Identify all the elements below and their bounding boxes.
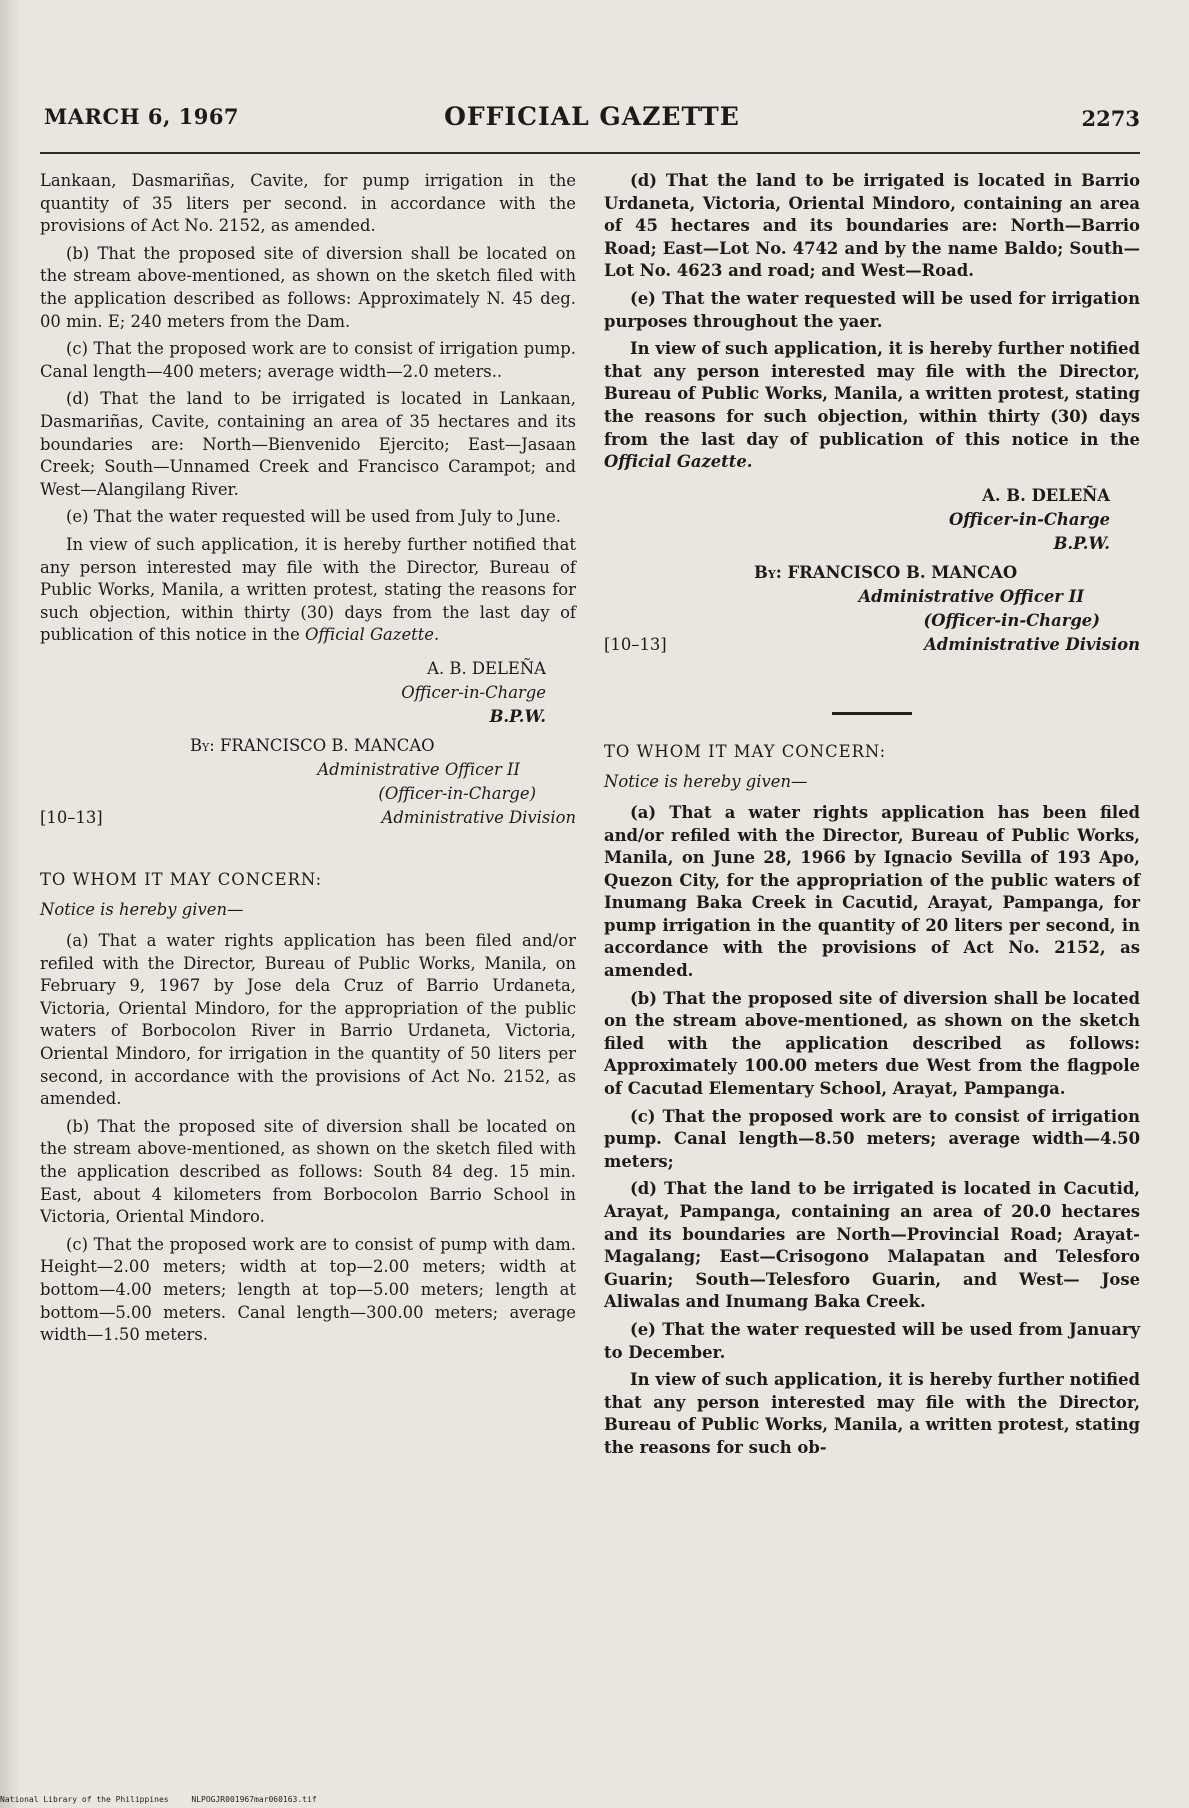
- by-block: [40, 735, 576, 851]
- left-column: [40, 170, 576, 1352]
- by-block: [604, 562, 1140, 678]
- paragraph: (a) That a water rights application has been filed and/or refiled with the Director, Bureau of Public Works, Manila, on June 28, 1966 by Ignacio Sevilla of 193 Apo, Quezon City, for the appropriation of the public waters of Inumang Baka Creek in Cacutid, Arayat, Pampanga, for pump irrigation in the quantity of 20 liters per second, in accordance with the provisions of Act No. 2152, as amended.: [604, 802, 1140, 981]
- paragraph: Lankaan, Dasmariñas, Cavite, for pump irrigation in the quantity of 35 liters per second. in accordance with the provisions of Act No. 2152, as amended.: [40, 171, 576, 236]
- paragraph: (d) That the land to be irrigated is located in Barrio Urdaneta, Victoria, Oriental Mindoro, containing an area of 45 hectares and its boundaries are: North—Barrio Road; East—Lot No. 4742 and by the name Baldo; South—Lot No. 4623 and road; and West—Road.: [604, 171, 1140, 281]
- section-heading: TO WHOM IT MAY CONCERN:: [604, 741, 887, 761]
- paragraph: (b) That the proposed site of diversion shall be located on the stream above-mentioned, as shown on the sketch filed with the application described as follows: South 84 deg. 15 min. East, about 4 kilometers from Borbocolon Barrio School in Victoria, Oriental Mindoro.: [40, 1116, 576, 1227]
- paragraph: (e) That the water requested will be used for irrigation purposes throughout the yaer.: [604, 288, 1140, 331]
- signatory-role: Officer-in-Charge: [949, 509, 1110, 529]
- scan-footer: [0, 1795, 335, 1804]
- page-header: [44, 104, 1140, 144]
- paragraph-text: In view of such application, it is hereby further notified that any person interested may file with the Director, Bureau of Public Works, Manila, a written protest, stating the reasons for such objection, within thirty (30) days from the last day of publication of this notice in the: [40, 534, 576, 645]
- notice-line: Notice is hereby given—: [40, 900, 244, 920]
- paragraph: (b) That the proposed site of diversion shall be located on the stream above-mentioned, as shown on the sketch filed with the application described as follows: Approximately N. 45 deg. 00 min. E; 240 meters from the Dam.: [40, 243, 576, 331]
- header-rule: [40, 152, 1140, 154]
- paragraph: (c) That the proposed work are to consist of irrigation pump. Canal length—400 meters; average width—2.0 meters..: [40, 339, 576, 381]
- scan-filename: NLPOGJR001967mar060163.tif: [191, 1795, 317, 1804]
- signature-block: [40, 657, 546, 729]
- signature-block: [604, 484, 1110, 556]
- signatory-name: A. B. DELEÑA: [427, 658, 546, 678]
- scan-edge: [0, 0, 20, 1808]
- notice-line: Notice is hereby given—: [604, 772, 808, 792]
- section-heading: TO WHOM IT MAY CONCERN:: [40, 869, 323, 889]
- by-role-note: (Officer-in-Charge): [378, 783, 536, 803]
- publication-title: OFFICIAL GAZETTE: [444, 102, 740, 131]
- by-role: Administrative Officer II: [317, 759, 520, 779]
- signatory-name: A. B. DELEÑA: [982, 485, 1110, 505]
- paragraph: (d) That the land to be irrigated is located in Lankaan, Dasmariñas, Cavite, containing an area of 35 hectares and its boundaries are: North—Bienvenido Ejercito; East—Jasaan Creek; South—Unnamed Creek and Francisco Carampot; and West—Alangilang River.: [40, 389, 576, 499]
- paragraph: In view of such application, it is hereby further notified that any person interested may file with the Director, Bureau of Public Works, Manila, a written protest, stating the reasons for such ob-: [604, 1370, 1140, 1457]
- section-divider: [832, 712, 912, 715]
- division: Administrative Division: [924, 634, 1140, 654]
- paragraph: (e) That the water requested will be used from January to December.: [604, 1319, 1140, 1362]
- issue-date: MARCH 6, 1967: [44, 104, 240, 129]
- signatory-org: B.P.W.: [1053, 533, 1110, 553]
- paragraph: (d) That the land to be irrigated is located in Cacutid, Arayat, Pampanga, containing an area of 20.0 hectares and its boundaries are North—Provincial Road; Arayat-Magalang; East—Crisogono Malapatan and Telesforo Guarin; South—Telesforo Guarin, and West— Jose Aliwalas and Inumang Baka Creek.: [604, 1179, 1140, 1312]
- paragraph: (c) That the proposed work are to consist of irrigation pump. Canal length—8.50 meters; average width—4.50 meters;: [604, 1106, 1140, 1171]
- issue-reference: [10–13]: [604, 634, 667, 654]
- paragraph: (c) That the proposed work are to consist of pump with dam. Height—2.00 meters; width at top—2.00 meters; width at bottom—4.00 meters; length at top—5.00 meters; length at bottom—5.00 meters. Canal length—300.00 meters; average width—1.50 meters.: [40, 1234, 576, 1345]
- paragraph-text: In view of such application, it is hereby further notified that any person interested may file with the Director, Bureau of Public Works, Manila, a written protest, stating the reasons for such objection, within thirty (30) days from the last day of publication of this notice in the: [604, 339, 1140, 449]
- by-line: By: FRANCISCO B. MANCAO: [190, 735, 435, 755]
- gazette-reference: Official Gazette.: [604, 452, 753, 472]
- paragraph: (a) That a water rights application has been filed and/or refiled with the Director, Bureau of Public Works, Manila, on February 9, 1967 by Jose dela Cruz of Barrio Urdaneta, Victoria, Oriental Mindoro, for the appropriation of the public waters of Borbocolon River in Barrio Urdaneta, Victoria, Oriental Mindoro, for irrigation in the quantity of 50 liters per second, in accordance with the provisions of Act No. 2152, as amended.: [40, 931, 576, 1109]
- signatory-role: Officer-in-Charge: [401, 682, 546, 702]
- issue-reference: [10–13]: [40, 807, 103, 827]
- right-column: [604, 170, 1140, 1465]
- paragraph: [604, 338, 1140, 474]
- by-line: By: FRANCISCO B. MANCAO: [754, 562, 1018, 582]
- by-role-note: (Officer-in-Charge): [923, 610, 1100, 630]
- paragraph: (b) That the proposed site of diversion shall be located on the stream above-mentioned, as shown on the sketch filed with the application described as follows: Approximately 100.00 meters due West from the flagpole of Cacutad Elementary School, Arayat, Pampanga.: [604, 988, 1140, 1099]
- division: Administrative Division: [381, 807, 576, 827]
- by-role: Administrative Officer II: [858, 586, 1084, 606]
- library-credit: National Library of the Philippines: [0, 1795, 169, 1804]
- page-number: 2273: [1081, 106, 1140, 131]
- signatory-org: B.P.W.: [489, 706, 546, 726]
- gazette-reference: Official Gazette.: [305, 625, 440, 645]
- paragraph: [40, 534, 576, 647]
- paragraph: (e) That the water requested will be used from July to June.: [66, 507, 561, 527]
